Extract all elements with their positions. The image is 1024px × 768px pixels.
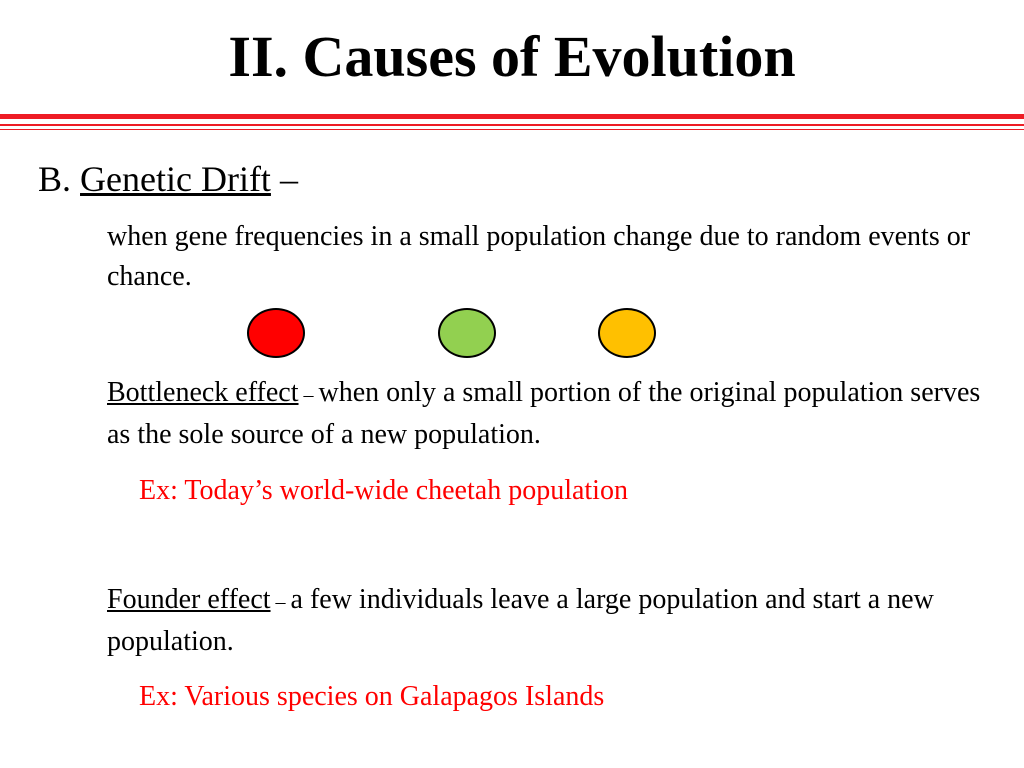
section-term: Genetic Drift: [80, 159, 271, 199]
bottleneck-description: when only a small portion of the original population serves as the sole source of a new population.: [107, 377, 981, 450]
title-divider-thick: [0, 114, 1024, 119]
green-circle: [438, 308, 496, 358]
genetic-drift-definition: when gene frequencies in a small population change due to random events or chance.: [107, 221, 971, 292]
founder-term: Founder effect: [107, 584, 271, 615]
founder-dash: –: [270, 591, 291, 613]
title-divider-medium: [0, 124, 1024, 126]
title-divider-thin: [0, 129, 1024, 130]
founder-example: Ex: Various species on Galapagos Islands: [139, 681, 605, 712]
section-dash: –: [270, 159, 298, 199]
red-circle: [247, 308, 305, 358]
bottleneck-dash: –: [298, 384, 319, 406]
yellow-circle: [598, 308, 656, 358]
bottleneck-example: Ex: Today’s world-wide cheetah population: [139, 475, 628, 506]
slide-title: II. Causes of Evolution: [228, 24, 796, 89]
bottleneck-paragraph: [107, 373, 987, 455]
founder-description: a few individuals leave a large population and start a new population.: [107, 584, 934, 657]
bottleneck-term: Bottleneck effect: [107, 377, 299, 408]
section-prefix: B.: [38, 159, 81, 199]
founder-paragraph: [107, 580, 987, 662]
section-heading: [38, 158, 298, 201]
